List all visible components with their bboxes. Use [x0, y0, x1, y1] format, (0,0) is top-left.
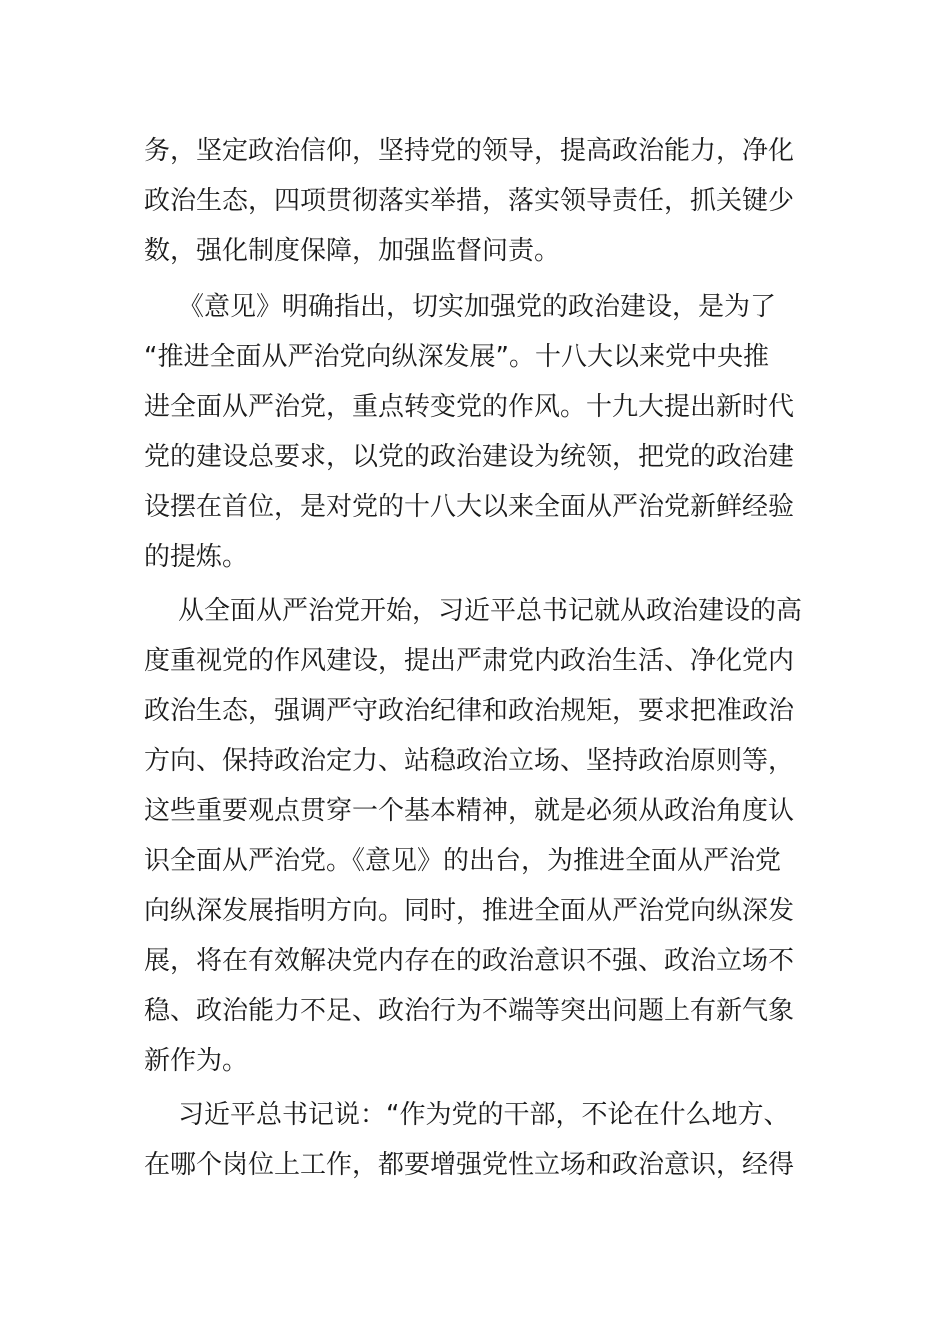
paragraph-2: [144, 282, 794, 582]
paragraph-line: 识全面从严治党。《意见》的出台，为推进全面从严治党: [144, 846, 782, 876]
paragraph-line: 设摆在首位，是对党的十八大以来全面从严治党新鲜经验: [144, 492, 795, 522]
paragraph-line: 《意见》明确指出，切实加强党的政治建设，是为了: [178, 292, 777, 322]
paragraph-line: 在哪个岗位上工作，都要增强党性立场和政治意识，经得: [144, 1150, 795, 1180]
paragraph-line: 新作为。: [144, 1046, 249, 1076]
paragraph-line: 从全面从严治党开始，习近平总书记就从政治建设的高: [178, 596, 803, 626]
paragraph-line: 向纵深发展指明方向。同时，推进全面从严治党向纵深发: [144, 896, 795, 926]
paragraph-line: 的提炼。: [144, 542, 249, 572]
paragraph-line: 政治生态，四项贯彻落实举措，落实领导责任，抓关键少: [144, 186, 795, 216]
paragraph-line: 稳、政治能力不足、政治行为不端等突出问题上有新气象: [144, 996, 795, 1026]
paragraph-line: 展，将在有效解决党内存在的政治意识不强、政治立场不: [144, 946, 795, 976]
paragraph-line: 政治生态，强调严守政治纪律和政治规矩，要求把准政治: [144, 696, 795, 726]
paragraph-line: “推进全面从严治党向纵深发展”。十八大以来党中央推: [144, 342, 769, 372]
paragraph-line: 数，强化制度保障，加强监督问责。: [144, 236, 561, 266]
paragraph-line: 务，坚定政治信仰，坚持党的领导，提高政治能力，净化: [144, 136, 795, 166]
paragraph-line: 方向、保持政治定力、站稳政治立场、坚持政治原则等，: [144, 746, 795, 776]
paragraph-line: 度重视党的作风建设，提出严肃党内政治生活、净化党内: [144, 646, 795, 676]
paragraph-line: 这些重要观点贯穿一个基本精神，就是必须从政治角度认: [144, 796, 795, 826]
paragraph-3: [144, 586, 803, 1086]
paragraph-line: 进全面从严治党，重点转变党的作风。十九大提出新时代: [144, 392, 795, 422]
paragraph-line: 党的建设总要求，以党的政治建设为统领，把党的政治建: [144, 442, 795, 472]
paragraph-4: [144, 1090, 794, 1190]
paragraph-1: [144, 126, 794, 276]
paragraph-line: 习近平总书记说：“作为党的干部，不论在什么地方、: [178, 1100, 790, 1130]
